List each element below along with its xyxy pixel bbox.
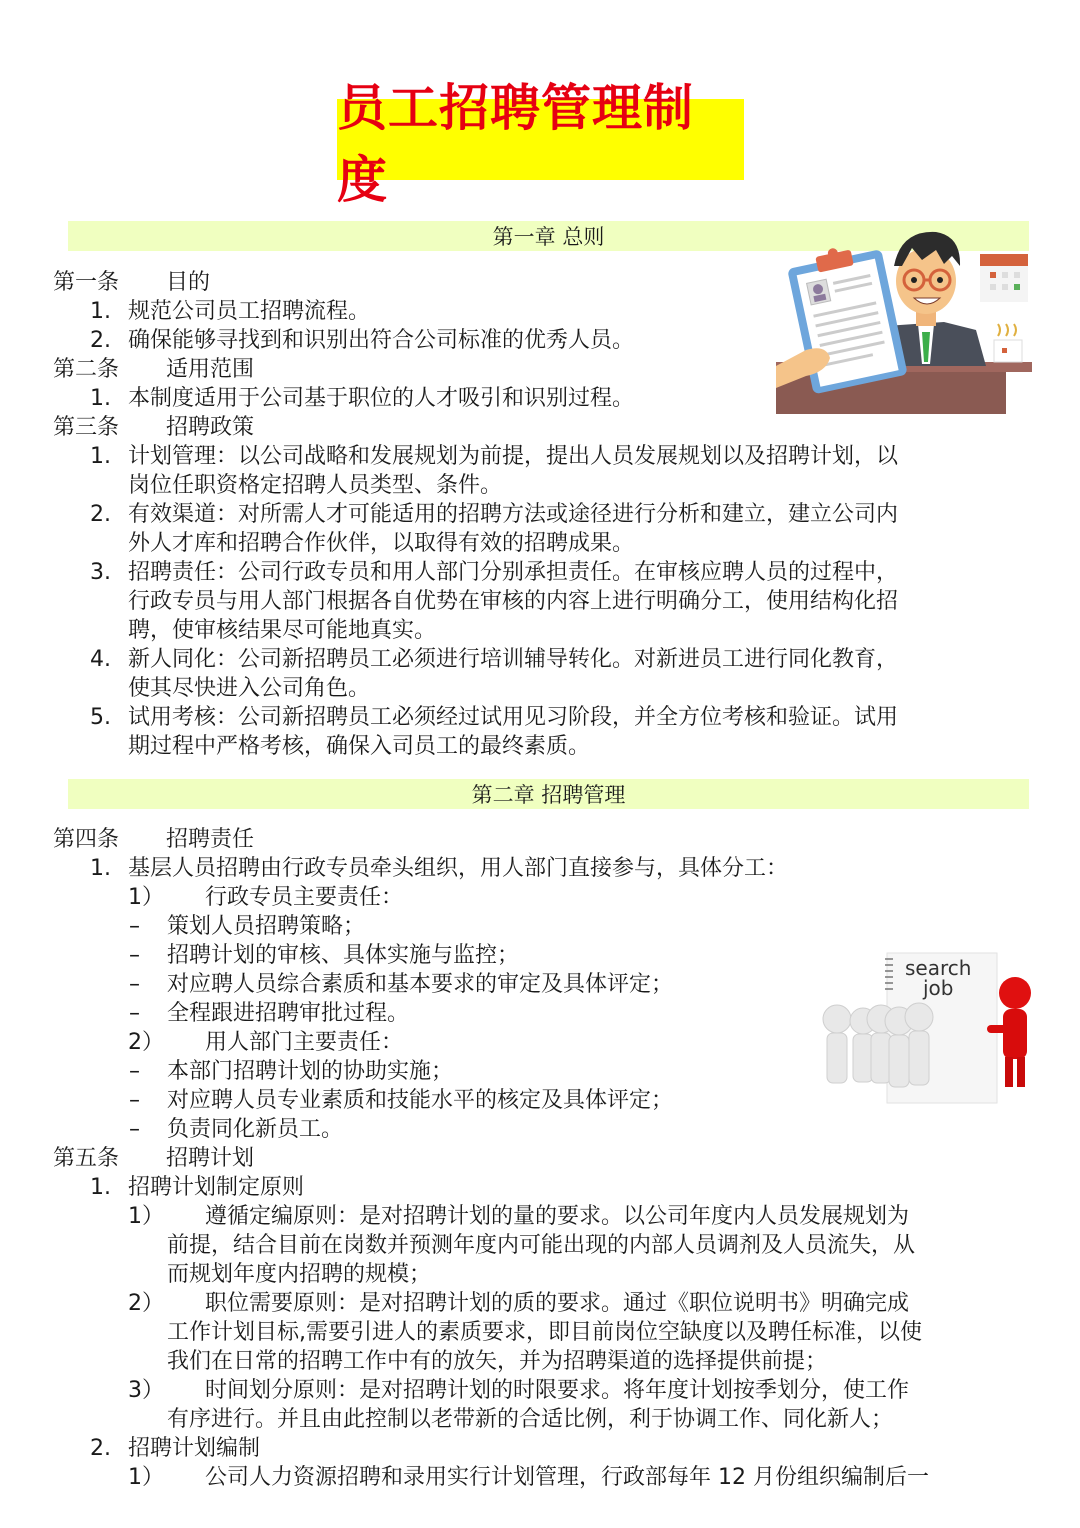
sub-item-text: 用人部门主要责任：: [205, 1030, 404, 1055]
article-title: 目的: [166, 270, 211, 295]
article-number: 第二条: [53, 357, 120, 382]
item-text-continued: 期过程中严格考核，确保入司员工的最终素质。: [128, 734, 591, 759]
sub-item-text: 时间划分原则：是对招聘计划的时限要求。将年度计划按季划分，使工作: [205, 1378, 910, 1403]
item-text: 本制度适用于公司基于职位的人才吸引和识别过程。: [128, 386, 635, 411]
article-3-title: [53, 413, 254, 442]
item-text: 有效渠道：对所需人才可能适用的招聘方法或途径进行分析和建立，建立公司内: [128, 502, 899, 527]
item-text-continued: 岗位任职资格定招聘人员类型、条件。: [128, 473, 503, 498]
list-item: [90, 384, 635, 413]
item-text-continued: 外人才库和招聘合作伙伴，以取得有效的招聘成果。: [128, 531, 635, 556]
sub-item-number: 3）: [128, 1378, 164, 1403]
list-item: [90, 297, 371, 326]
article-number: 第一条: [53, 270, 120, 295]
bullet-text: 负责同化新员工。: [167, 1117, 344, 1142]
list-item: [90, 1434, 261, 1463]
article-1-title: [53, 268, 210, 297]
bullet-item: [129, 1115, 344, 1144]
sub-item: [128, 883, 404, 912]
sub-item: [128, 1202, 910, 1231]
bullet-text: 全程跟进招聘审批过程。: [167, 1001, 410, 1026]
item-text: 新人同化：公司新招聘员工必须进行培训辅导转化。对新进员工进行同化教育，: [128, 647, 899, 672]
bullet-text: 对应聘人员综合素质和基本要求的审定及具体评定；: [167, 972, 674, 997]
sub-item-text-continued: 我们在日常的招聘工作中有的放矢，并为招聘渠道的选择提供前提；: [167, 1349, 828, 1374]
job-text: job: [923, 976, 954, 1000]
item-text: 招聘计划编制: [128, 1436, 261, 1461]
item-number: 2.: [90, 1436, 111, 1461]
sub-item-text: 遵循定编原则：是对招聘计划的量的要求。以公司年度内人员发展规划为: [205, 1204, 910, 1229]
article-title: 适用范围: [166, 357, 255, 382]
item-number: 1.: [90, 1175, 111, 1200]
search-text: search: [905, 956, 972, 980]
article-title: 招聘计划: [166, 1146, 255, 1171]
item-text: 基层人员招聘由行政专员牵头组织，用人部门直接参与，具体分工：: [128, 856, 789, 881]
list-item: [90, 854, 789, 883]
item-number: 1.: [90, 444, 111, 469]
sub-item-number: 2）: [128, 1291, 164, 1316]
document-title: 员工招聘管理制度: [337, 78, 694, 209]
list-item: [90, 500, 899, 529]
item-number: 5.: [90, 705, 111, 730]
item-number: 1.: [90, 299, 111, 324]
item-number: 4.: [90, 647, 111, 672]
chapter-heading-1: 第一章 总则: [68, 221, 1029, 251]
sub-item-number: 2）: [128, 1030, 164, 1055]
chapter-heading-2: 第二章 招聘管理: [68, 779, 1029, 809]
search-job-illustration: [815, 945, 1035, 1120]
sub-item-text: 职位需要原则：是对招聘计划的质的要求。通过《职位说明书》明确完成: [205, 1291, 910, 1316]
bullet-text: 策划人员招聘策略；: [167, 914, 366, 939]
article-number: 第四条: [53, 827, 120, 852]
bullet-text: 本部门招聘计划的协助实施；: [167, 1059, 454, 1084]
sub-item-text: 行政专员主要责任：: [205, 885, 404, 910]
item-text: 规范公司员工招聘流程。: [128, 299, 371, 324]
document-title-box: [337, 78, 744, 209]
item-number: 1.: [90, 386, 111, 411]
item-number: 1.: [90, 856, 111, 881]
article-4-title: [53, 825, 254, 854]
sub-item-text-continued: 有序进行。并且由此控制以老带新的合适比例，利于协调工作、同化新人；: [167, 1407, 894, 1432]
dash-bullet-icon: –: [129, 1001, 140, 1026]
article-number: 第五条: [53, 1146, 120, 1171]
sub-item: [128, 1289, 910, 1318]
item-text-continued: 聘，使审核结果尽可能地真实。: [128, 618, 437, 643]
dash-bullet-icon: –: [129, 1059, 140, 1084]
sub-item-number: 1）: [128, 1204, 164, 1229]
item-text: 确保能够寻找到和识别出符合公司标准的优秀人员。: [128, 328, 635, 353]
dash-bullet-icon: –: [129, 1117, 140, 1142]
bullet-item: [129, 912, 366, 941]
bullet-item: [129, 999, 410, 1028]
item-text: 试用考核：公司新招聘员工必须经过试用见习阶段，并全方位考核和验证。试用: [128, 705, 899, 730]
list-item: [90, 442, 899, 471]
dash-bullet-icon: –: [129, 914, 140, 939]
article-title: 招聘责任: [166, 827, 255, 852]
article-5-title: [53, 1144, 254, 1173]
sub-item-text-continued: 前提，结合目前在岗数并预测年度内可能出现的内部人员调剂及人员流失，从: [167, 1233, 916, 1258]
article-2-title: [53, 355, 254, 384]
item-text-continued: 使其尽快进入公司角色。: [128, 676, 371, 701]
item-number: 2.: [90, 328, 111, 353]
sub-item-text-continued: 工作计划目标,需要引进人的素质要求，即目前岗位空缺度以及聘任标准，以使: [167, 1320, 922, 1345]
bullet-text: 对应聘人员专业素质和技能水平的核定及具体评定；: [167, 1088, 674, 1113]
dash-bullet-icon: –: [129, 972, 140, 997]
sub-item: [128, 1463, 929, 1492]
bullet-text: 招聘计划的审核、具体实施与监控；: [167, 943, 520, 968]
bullet-item: [129, 941, 520, 970]
sub-item: [128, 1028, 404, 1057]
item-text: 计划管理：以公司战略和发展规划为前提，提出人员发展规划以及招聘计划，以: [128, 444, 899, 469]
sub-item-text-continued: 而规划年度内招聘的规模；: [167, 1262, 432, 1287]
list-item: [90, 1173, 305, 1202]
sub-item-number: 1）: [128, 1465, 164, 1490]
sub-item-text: 公司人力资源招聘和录用实行计划管理，行政部每年 12 月份组织编制后一: [205, 1465, 929, 1490]
sub-item: [128, 1376, 910, 1405]
item-number: 3.: [90, 560, 111, 585]
bullet-item: [129, 1057, 454, 1086]
bullet-item: [129, 1086, 674, 1115]
dash-bullet-icon: –: [129, 1088, 140, 1113]
article-number: 第三条: [53, 415, 120, 440]
bullet-item: [129, 970, 674, 999]
list-item: [90, 558, 899, 587]
list-item: [90, 703, 899, 732]
interviewer-with-resume-illustration: [776, 226, 1032, 414]
item-text: 招聘计划制定原则: [128, 1175, 305, 1200]
item-text-continued: 行政专员与用人部门根据各自优势在审核的内容上进行明确分工，使用结构化招: [128, 589, 899, 614]
list-item: [90, 326, 635, 355]
dash-bullet-icon: –: [129, 943, 140, 968]
item-text: 招聘责任：公司行政专员和用人部门分别承担责任。在审核应聘人员的过程中，: [128, 560, 899, 585]
list-item: [90, 645, 899, 674]
sub-item-number: 1）: [128, 885, 164, 910]
item-number: 2.: [90, 502, 111, 527]
article-title: 招聘政策: [166, 415, 255, 440]
